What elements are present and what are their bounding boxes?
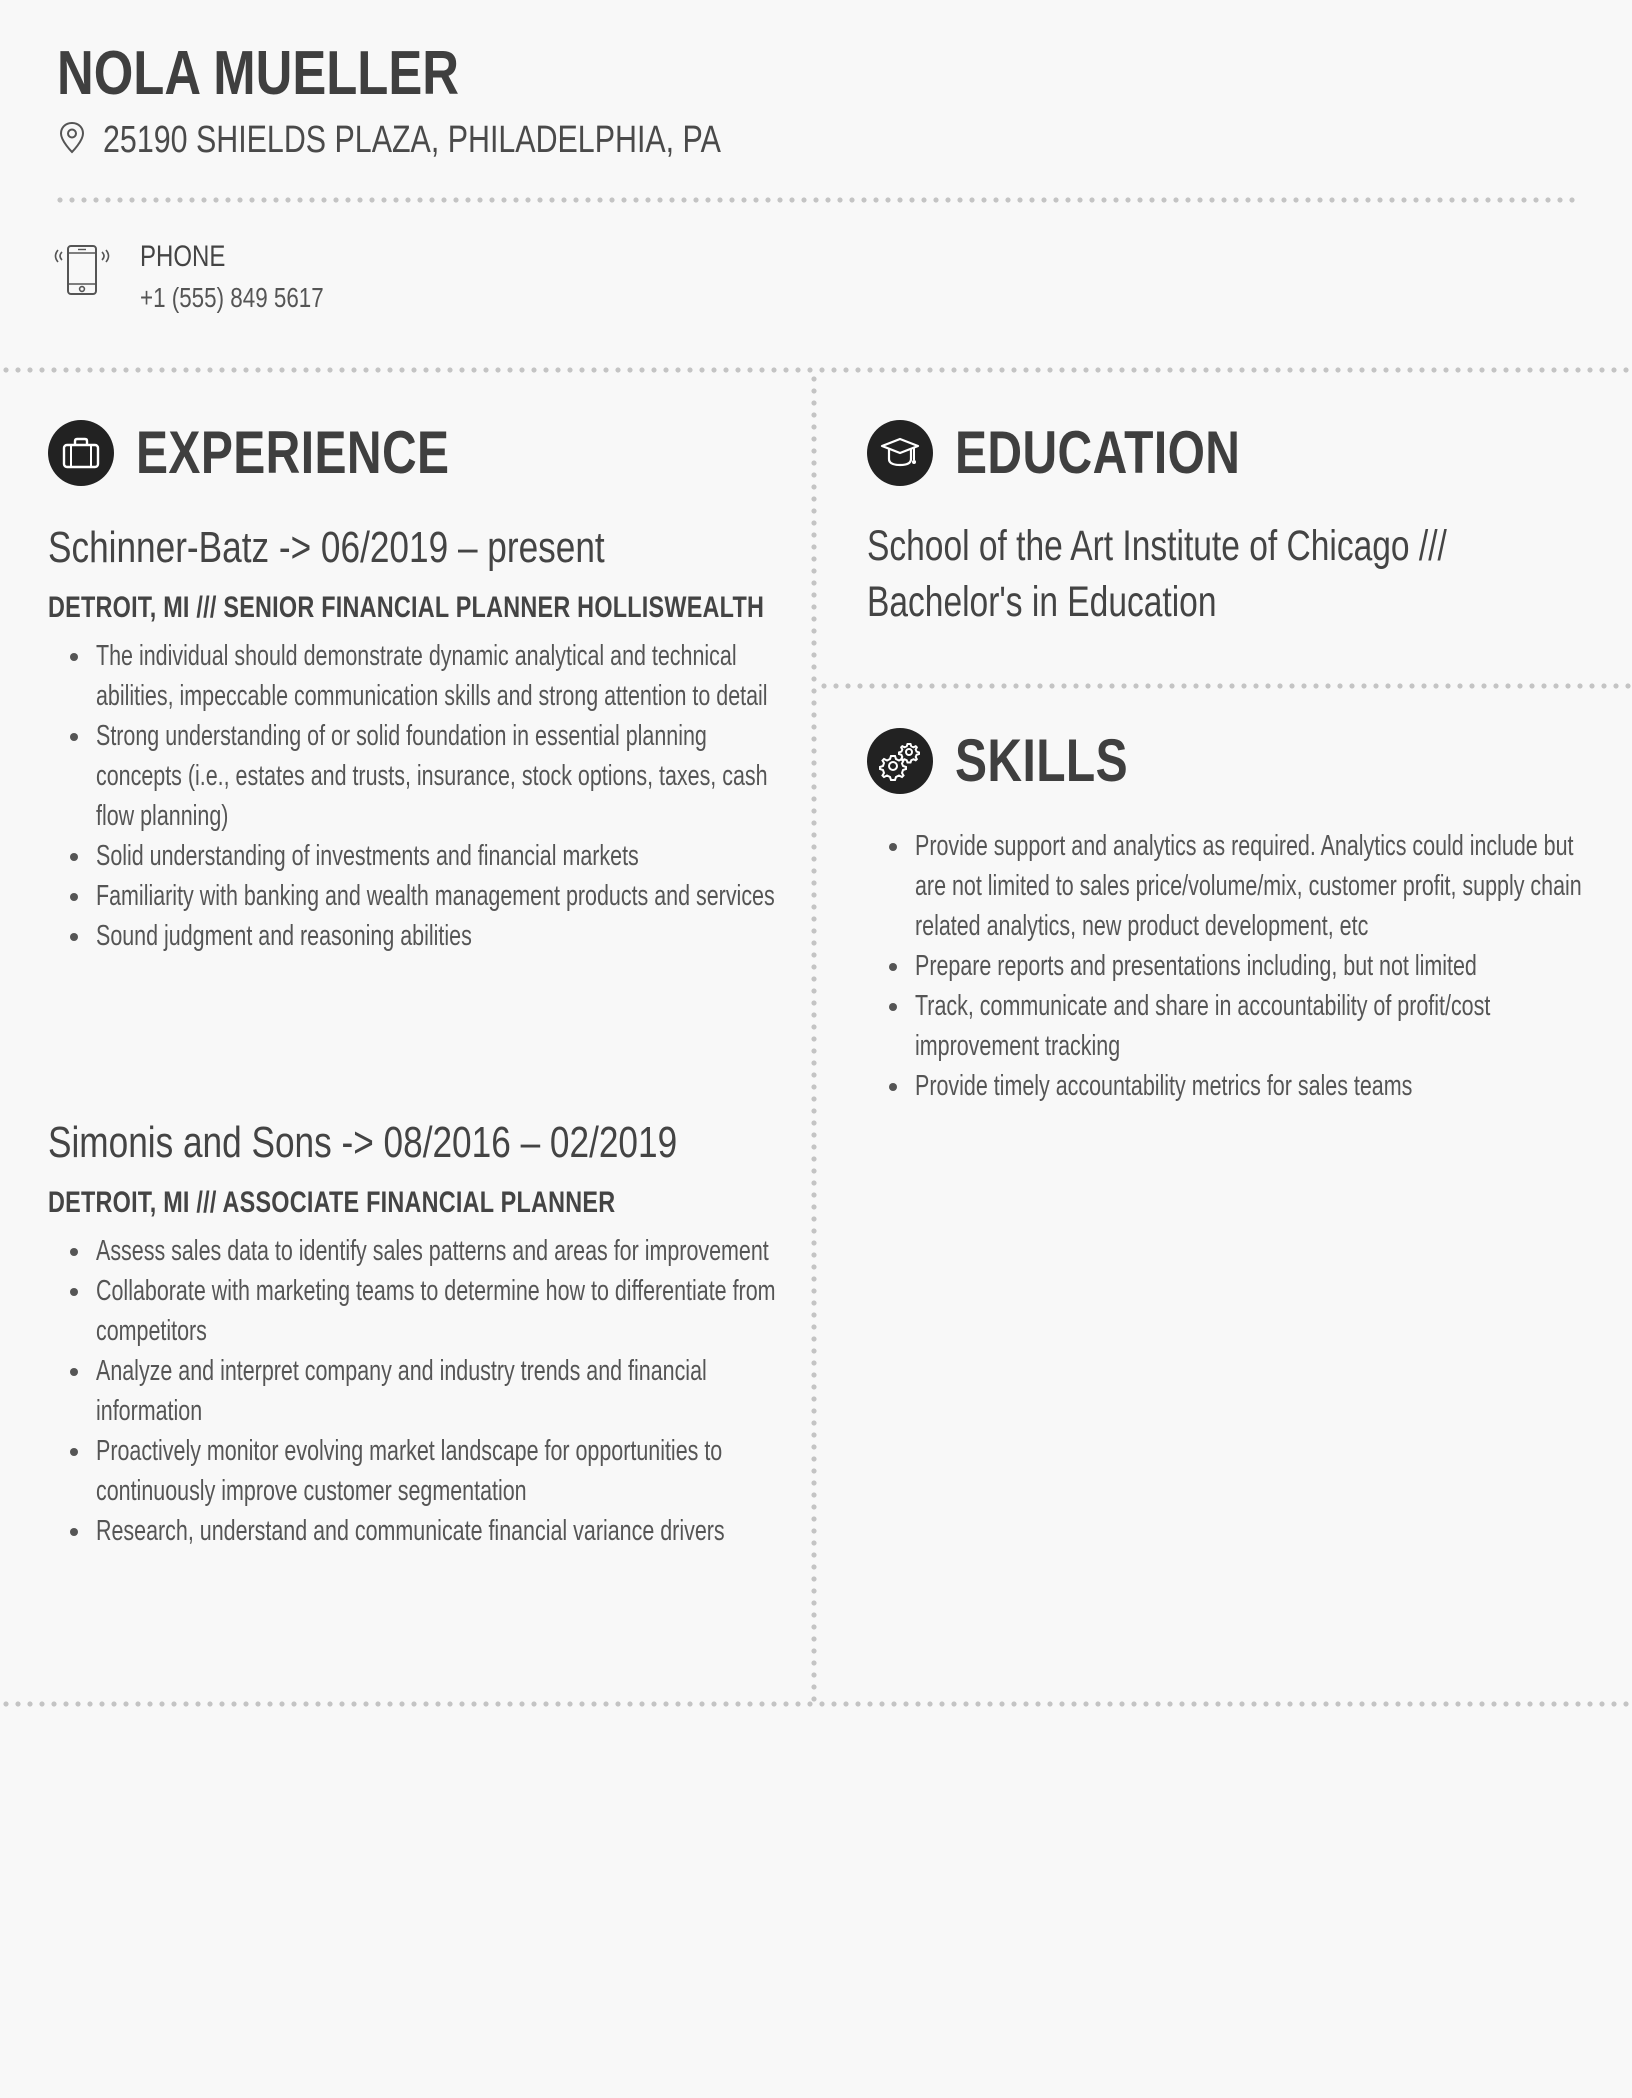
skills-list: [867, 826, 1597, 1106]
list-item: Solid understanding of investments and financial markets: [48, 836, 778, 876]
list-item: Provide support and analytics as required. Analytics could include but are not limited to sales price/volume/mix, customer profit, supply chain related analytics, new product development, etc: [867, 826, 1597, 946]
job-entry: [48, 522, 778, 956]
list-item: Proactively monitor evolving market landscape for opportunities to continuously improve customer segmentation: [48, 1431, 778, 1511]
list-item: Research, understand and communicate financial variance drivers: [48, 1511, 778, 1551]
list-item: Provide timely accountability metrics for sales teams: [867, 1066, 1597, 1106]
list-item: Track, communicate and share in accountability of profit/cost improvement tracking: [867, 986, 1597, 1066]
phone-icon: [54, 240, 110, 305]
job-headline: Simonis and Sons -> 08/2016 – 02/2019: [48, 1118, 678, 1167]
list-item: Familiarity with banking and wealth management products and services: [48, 876, 778, 916]
contact-phone: [54, 240, 370, 314]
job-headline: Schinner-Batz -> 06/2019 – present: [48, 523, 605, 572]
column-divider: [811, 373, 817, 1703]
list-item: The individual should demonstrate dynamic analytical and technical abilities, impeccable communication skills and strong attention to detail: [48, 636, 778, 716]
education-text: School of the Art Institute of Chicago /// Bachelor's in Education: [867, 522, 1447, 626]
header-divider: [54, 197, 1578, 203]
grid-bottom-divider: [0, 1701, 1632, 1707]
phone-label: PHONE: [140, 240, 226, 273]
job-bullets: [48, 636, 778, 956]
right-section-divider: [818, 683, 1632, 689]
list-item: Prepare reports and presentations including, but not limited: [867, 946, 1597, 986]
experience-title: EXPERIENCE: [136, 419, 450, 486]
job-entry: [48, 1117, 778, 1551]
candidate-name: NOLA MUELLER: [57, 39, 459, 108]
list-item: Strong understanding of or solid foundation in essential planning concepts (i.e., estates and trusts, insurance, stock options, taxes, cash flow planning): [48, 716, 778, 836]
skills-heading: [867, 726, 1171, 795]
address-text: 25190 SHIELDS PLAZA, PHILADELPHIA, PA: [103, 118, 721, 161]
education-entry: [867, 518, 1597, 630]
contact-text: [140, 240, 370, 314]
list-item: Analyze and interpret company and industry trends and financial information: [48, 1351, 778, 1431]
address-row: [57, 116, 1577, 164]
phone-number: +1 (555) 849 5617: [140, 282, 324, 313]
job-location-title: DETROIT, MI /// SENIOR FINANCIAL PLANNER HOLLISWEALTH: [48, 591, 765, 624]
education-heading: [867, 418, 1312, 487]
resume-header: [57, 38, 1577, 164]
gears-icon: [867, 728, 933, 794]
briefcase-icon: [48, 420, 114, 486]
graduation-cap-icon: [867, 420, 933, 486]
list-item: Assess sales data to identify sales patterns and areas for improvement: [48, 1231, 778, 1271]
skills-bullets: [867, 826, 1597, 1106]
job-location-title: DETROIT, MI /// ASSOCIATE FINANCIAL PLANNER: [48, 1186, 616, 1219]
skills-title: SKILLS: [955, 727, 1129, 794]
list-item: Collaborate with marketing teams to determine how to differentiate from competitors: [48, 1271, 778, 1351]
education-title: EDUCATION: [955, 419, 1241, 486]
experience-heading: [48, 418, 528, 487]
list-item: Sound judgment and reasoning abilities: [48, 916, 778, 956]
job-bullets: [48, 1231, 778, 1551]
map-pin-icon: [57, 121, 87, 160]
